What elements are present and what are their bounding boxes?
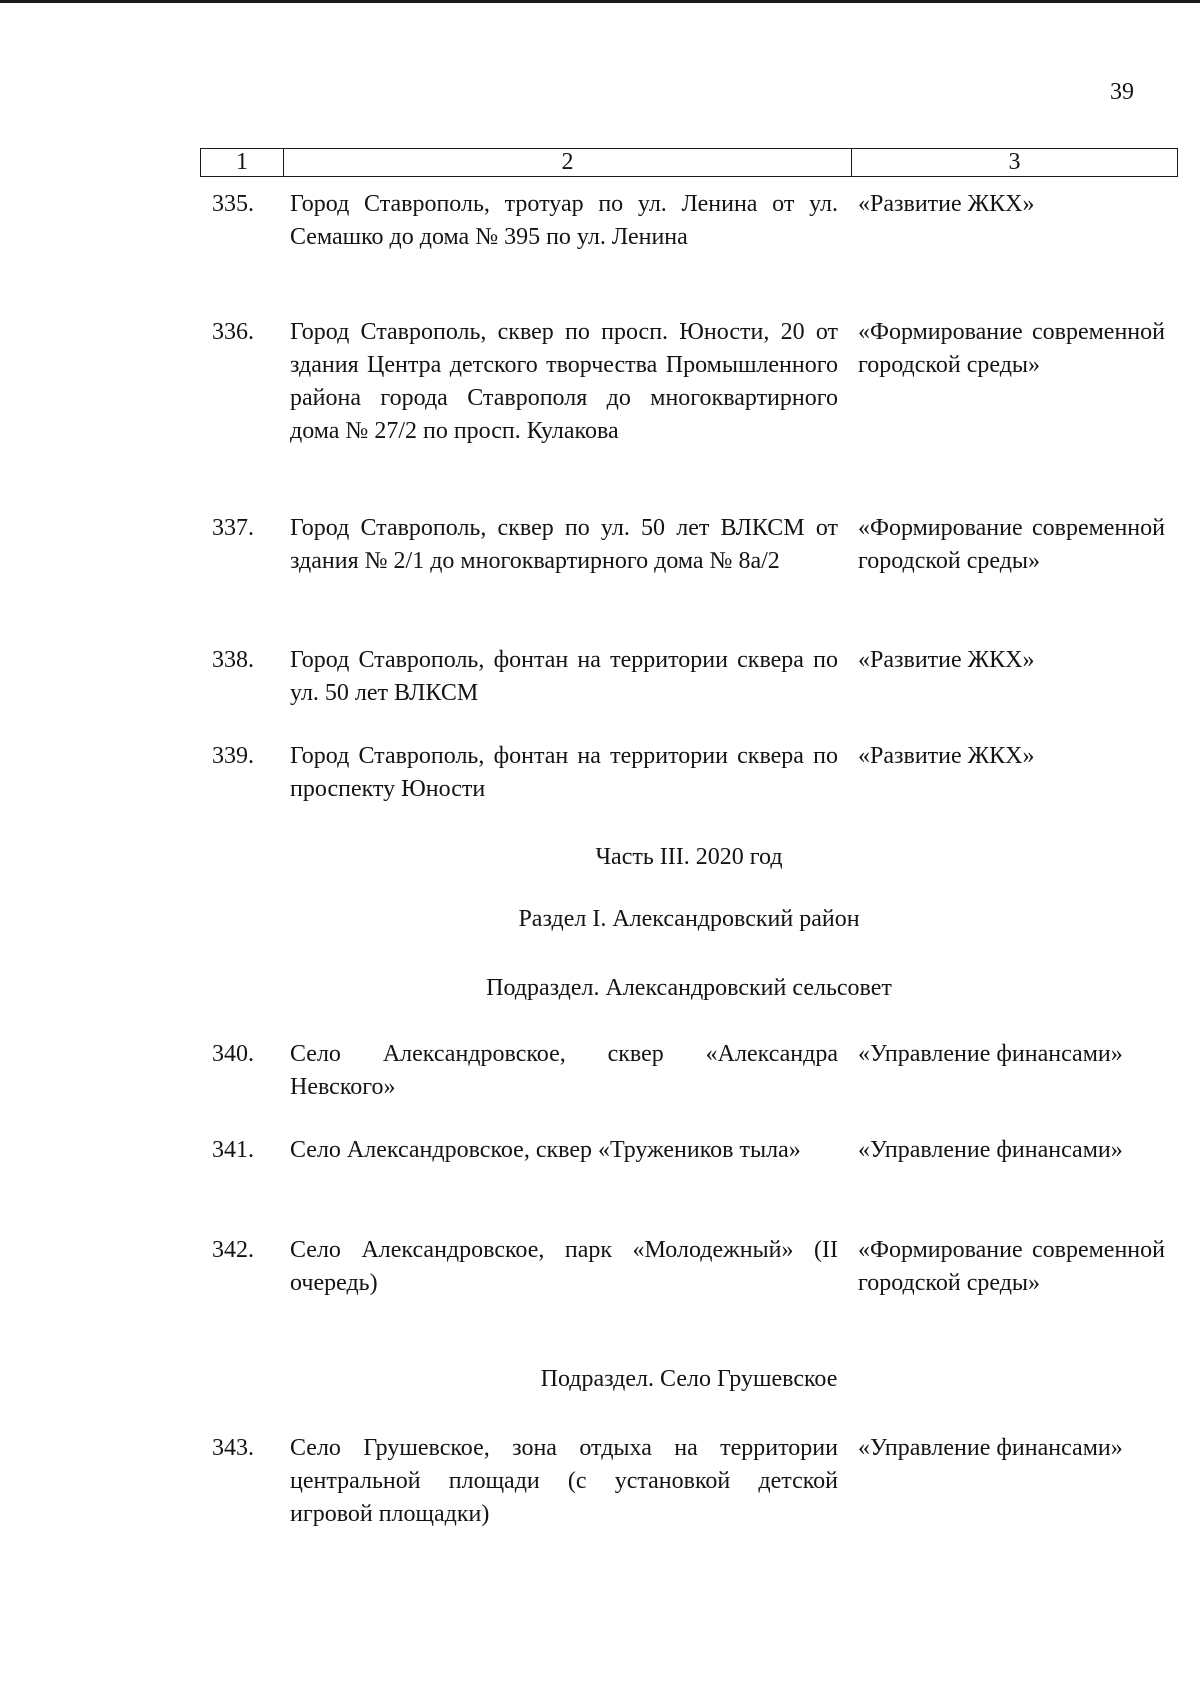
row-location: Город Ставрополь, тротуар по ул. Ленина от ул. Семашко до дома № 395 по ул. Ленина: [290, 191, 838, 250]
column-header-row: [200, 148, 1178, 177]
row-number: 335.: [212, 191, 254, 217]
subsection-heading: Подраздел. Село Грушевское: [540, 1366, 838, 1392]
row-number: 342.: [212, 1237, 254, 1263]
row-location: Город Ставрополь, сквер по ул. 50 лет ВЛКСМ от здания № 2/1 до многоквартирного дома № 8а/2: [290, 515, 838, 574]
row-program: «Развитие ЖКХ»: [858, 191, 1035, 217]
row-location: Село Александровское, парк «Молодежный» (II очередь): [290, 1237, 838, 1296]
row-program: «Развитие ЖКХ»: [858, 743, 1035, 769]
top-scan-edge: [0, 0, 1200, 3]
row-number: 336.: [212, 319, 254, 345]
page-number: 39: [1110, 79, 1134, 105]
row-location: Город Ставрополь, фонтан на территории сквера по ул. 50 лет ВЛКСМ: [290, 647, 838, 706]
row-number: 340.: [212, 1041, 254, 1067]
row-number: 343.: [212, 1435, 254, 1461]
row-number: 337.: [212, 515, 254, 541]
row-program: «Формирование современной городской среды»: [858, 319, 1165, 378]
row-program: «Развитие ЖКХ»: [858, 647, 1035, 673]
row-program: «Управление финансами»: [858, 1435, 1123, 1461]
row-program: «Управление финансами»: [858, 1041, 1123, 1067]
row-program: «Формирование современной городской среды»: [858, 515, 1165, 574]
section-heading: Раздел I. Александровский район: [518, 906, 860, 932]
row-location: Город Ставрополь, сквер по просп. Юности, 20 от здания Центра детского творчества Промышленного района города Ставрополя до многоквартирного дома № 27/2 по просп. Кулакова: [290, 319, 838, 444]
row-program: «Управление финансами»: [858, 1137, 1123, 1163]
row-location: Город Ставрополь, фонтан на территории сквера по проспекту Юности: [290, 743, 838, 802]
column-header-1: 1: [201, 149, 284, 176]
column-header-3: 3: [1008, 149, 1021, 175]
part-heading: Часть III. 2020 год: [595, 844, 783, 870]
row-number: 341.: [212, 1137, 254, 1163]
subsection-heading: Подраздел. Александровский сельсовет: [486, 975, 892, 1001]
row-location: Село Александровское, сквер «Александра Невского»: [290, 1041, 838, 1100]
row-location: Село Александровское, сквер «Тружеников тыла»: [290, 1137, 801, 1163]
row-program: «Формирование современной городской среды»: [858, 1237, 1165, 1296]
row-number: 338.: [212, 647, 254, 673]
row-location: Село Грушевское, зона отдыха на территории центральной площади (с установкой детской игровой площадки): [290, 1435, 838, 1527]
row-number: 339.: [212, 743, 254, 769]
column-header-2: 2: [284, 149, 852, 176]
